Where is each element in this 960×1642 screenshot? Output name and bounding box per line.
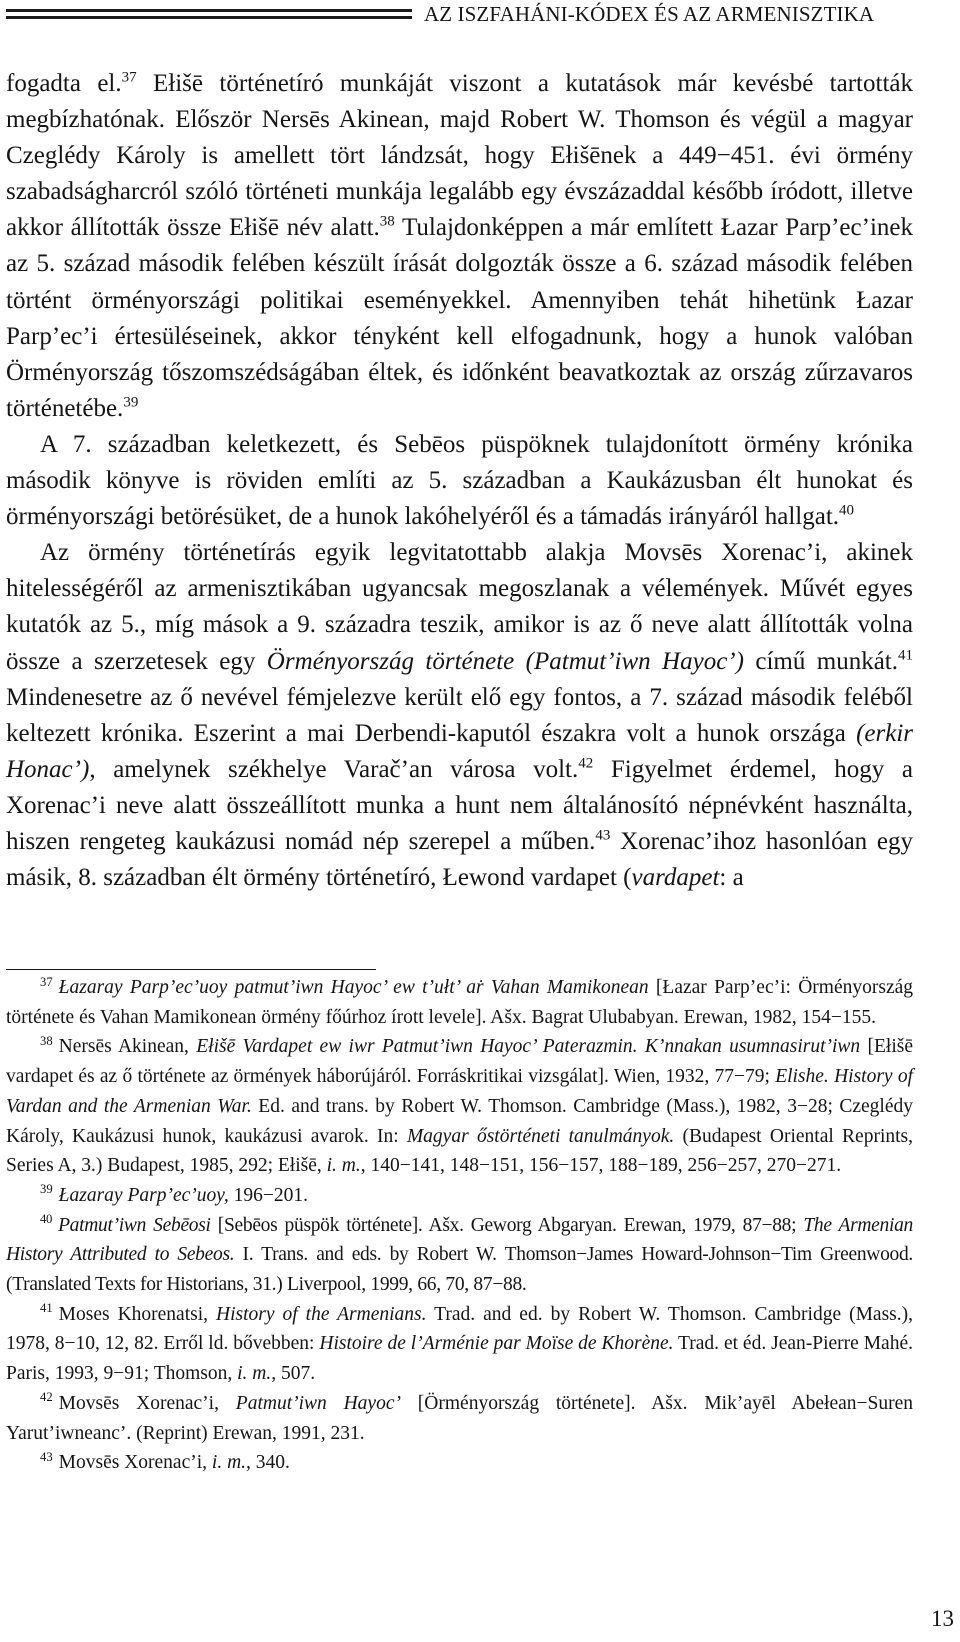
italic-term: (erkir Honac’) (6, 719, 913, 783)
text-run: Moses Khorenatsi, (58, 1303, 217, 1325)
text-run: 507. (276, 1363, 316, 1385)
italic-title: Elishe. History of Vardan and the Armenian War. (6, 1066, 913, 1117)
text-run: Az örmény történetírás egyik legvitatottabb alakja Movsēs Xorenac’i, akinek hitelességéről az armenisztikában ugyancsak megoszlanak a vélemények. Művét egyes kutatók az 5., míg mások a 9. századra teszik, amikor is az ő neve alatt állították volna össze a szerzetesek egy (6, 539, 913, 675)
text-run: Figyelmet érdemel, hogy a Xorenac’i neve alatt összeállított munka a hunt nem általánosító népnévként használta, hiszen rengeteg kaukázusi nomád nép szerepel a műben. (6, 755, 914, 855)
footnote-number: 39 (40, 1182, 53, 1197)
italic-title: The Armenian History Attributed to Sebeos. (6, 1214, 914, 1266)
italic-term: vardapet (631, 864, 720, 892)
italic-abbrev: i. m., (237, 1363, 277, 1385)
text-run: 340. (250, 1452, 290, 1474)
paragraph-1 (6, 66, 913, 427)
paragraph-3 (6, 535, 913, 896)
footnote-41 (6, 1300, 913, 1389)
footnotes (6, 973, 913, 1478)
text-run: Movsēs Xorenac’i, (58, 1452, 212, 1474)
text-run: című munkát. (743, 647, 898, 675)
text-run: Trad. et éd. Jean-Pierre Mahé. Paris, 1993, 9−91; Thomson, (6, 1333, 913, 1385)
text-run: Xorenac’ihoz hasonlóan egy másik, 8. században élt örmény történetíró, Łewond vardapet ( (6, 827, 913, 892)
footnote-number: 38 (40, 1033, 53, 1048)
footnote-40 (6, 1211, 913, 1300)
text-run: , amelynek székhelye Varač’an városa volt. (89, 755, 579, 783)
italic-title: Łazaray Parp’ec’uoy, (58, 1184, 229, 1206)
footnote-number: 42 (40, 1390, 53, 1405)
paragraph-2 (6, 427, 913, 535)
text-run: I. Trans. and eds. by Robert W. Thomson−James Howard-Johnson−Tim Greenwood. (Translated Texts for Historians, 31.) Liverpool, 1999, 66, 70, 87−88. (6, 1244, 913, 1296)
footnote-ref-39[interactable]: 39 (123, 394, 139, 411)
text-run: Trad. and ed. by Robert W. Thomson. Cambridge (Mass.), 1978, 8−10, 12, 82. Erről ld. bővebben: (6, 1303, 914, 1355)
italic-abbrev: i. m. (326, 1155, 361, 1177)
text-run: [Sebēos püspök története]. Ašx. Geworg Abgaryan. Erewan, 1979, 87−88; (210, 1214, 804, 1236)
italic-title: Patmut’iwn Hayoc’ (235, 1392, 401, 1414)
text-run: Mindenesetre az ő nevével fémjelezve került elő egy fontos, a 7. század második feléből keltezett krónika. Eszerint a mai Derbendi-kaputól északra volt a hunok országa (6, 683, 913, 747)
text-run: , 140−141, 148−151, 156−157, 188−189, 256−257, 270−271. (360, 1155, 842, 1177)
text-run: [Ełišē vardapet és az ő története az örmények háborújáról. Forráskritikai vizsgálat]. Wien, 1932, 77−79; (6, 1036, 913, 1088)
text-run: fogadta el. (6, 70, 122, 97)
footnote-42 (6, 1389, 913, 1448)
italic-title: Łazaray Parp’ec’uoy patmut’iwn Hayoc’ ew t’ułt’ aṙ Vahan Mamikonean (58, 977, 649, 998)
italic-title: Ełišē Vardapet ew iwr Patmut’iwn Hayoc’ Paterazmin. K’nnakan usumnasirut’iwn (196, 1036, 861, 1058)
footnote-43 (6, 1448, 913, 1478)
text-run: : a (719, 864, 744, 892)
text-run: Movsēs Xorenac’i, (58, 1392, 236, 1414)
italic-title: Histoire de l’Arménie par Moïse de Khorène. (319, 1333, 674, 1355)
footnote-number: 41 (40, 1301, 53, 1316)
footnote-number: 37 (40, 974, 53, 989)
italic-title: Örményország története (Patmut’iwn Hayoc’) (266, 647, 744, 675)
text-run: (Budapest Oriental Reprints, Series A, 3.) Budapest, 1985, 292; Ełišē, (6, 1125, 913, 1177)
text-run: 196−201. (228, 1184, 308, 1206)
footnote-ref-37[interactable]: 37 (121, 69, 137, 86)
footnote-37 (6, 973, 913, 1032)
text-run: Nersēs Akinean, (58, 1036, 197, 1058)
text-run: Tulajdonképpen a már említett Łazar Parp’ec’inek az 5. század második felében készült írását dolgozták össze a 6. század második felében történt örményországi politikai eseményekkel. Amennyiben tehát hihetünk Łazar Parp’ec’i értesüléseinek, akkor tényként kell elfogadnunk, hogy a hunok valóban Örményország tőszomszédságában éltek, és időnként beavatkoztak az ország zűrzavaros történetébe. (6, 214, 913, 422)
footnote-ref-42[interactable]: 42 (578, 755, 594, 772)
footnote-number: 43 (40, 1449, 53, 1464)
header-double-rule (6, 9, 412, 23)
page-number: 13 (931, 1606, 954, 1631)
footnote-ref-38[interactable]: 38 (379, 214, 395, 231)
footnote-ref-41[interactable]: 41 (898, 647, 913, 664)
footnote-separator (6, 969, 376, 970)
running-title: AZ ISZFAHÁNI-KÓDEX ÉS AZ ARMENISZTIKA (424, 2, 875, 26)
italic-title: History of the Armenians. (216, 1303, 427, 1325)
text-run: [Łazar Parp’ec’i: Örményország története és Vahan Mamikonean örmény főúrhoz írott levele]. Ašx. Bagrat Ulubabyan. Erewan, 1982, 154−155. (6, 977, 914, 1028)
footnote-39 (6, 1181, 913, 1211)
italic-title: Patmut’iwn Sebēosi (58, 1214, 211, 1236)
footnote-number: 40 (40, 1212, 53, 1227)
footnote-ref-43[interactable]: 43 (595, 827, 611, 844)
footnote-ref-40[interactable]: 40 (839, 502, 855, 519)
italic-title: Magyar őstörténeti tanulmányok. (406, 1125, 675, 1147)
footnote-38 (6, 1032, 913, 1181)
text-run: [Örményország története]. Ašx. Mik’ayēl Abełean−Suren Yarut’iwneanc’. (Reprint) Erewan, 1991, 231. (6, 1392, 913, 1444)
text-run: A 7. században keletkezett, és Sebēos püspöknek tulajdonított örmény krónika második könyve is röviden említi az 5. században a Kaukázusban élt hunokat és örményországi betörésüket, de a hunok lakóhelyéről és a támadás irányáról hallgat. (6, 430, 913, 531)
main-text (6, 66, 913, 896)
text-run: Ełišē történetíró munkáját viszont a kutatások már kevésbé tartották megbízhatónak. Először Nersēs Akinean, majd Robert W. Thomson és végül a magyar Czeglédy Károly is amellett tört lándzsát, hogy Ełišēnek a 449−451. évi örmény szabadságharcról szóló történeti munkája legalább egy évszázaddal később íródott, illetve akkor állították össze Ełišē név alatt. (6, 70, 913, 242)
text-run: Ed. and trans. by Robert W. Thomson. Cambridge (Mass.), 1982, 3−28; Czeglédy Károly, Kaukázusi hunok, kaukázusi avarok. In: (6, 1095, 914, 1147)
italic-abbrev: i. m., (211, 1452, 251, 1474)
running-header (6, 2, 960, 34)
